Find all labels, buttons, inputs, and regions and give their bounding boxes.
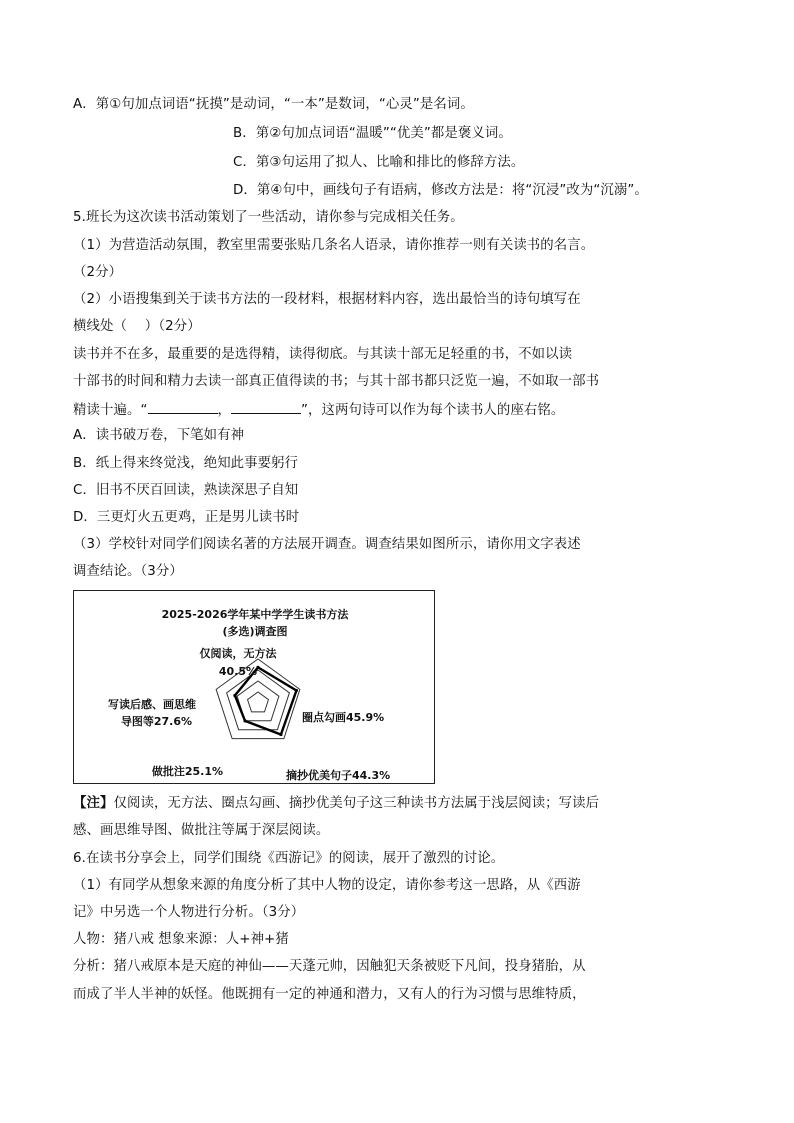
material-line: 读书并不在多，最重要的是选得精，读得彻底。与其读十部无足轻重的书，不如以读 [73,347,573,362]
choice-c: C．旧书不厌百回读，熟读深思子自知 [73,483,299,498]
material-line [73,400,564,420]
q5-sub1: （1）为营造活动氛围，教室里需要张贴几条名人语录，请你推荐一则有关读书的名言。 [73,238,595,253]
chart-title: 2025-2026学年某中学学生读书方法 [161,608,349,621]
option-c: C．第③句运用了拟人、比喻和排比的修辞方法。 [233,155,525,170]
option-b: B．第②句加点词语“温暖”“优美”都是褒义词。 [233,126,512,141]
q5-sub3: （3）学校针对同学们阅读名著的方法展开调查。调查结果如图所示，请你用文字表述 [73,537,581,552]
radar-point [233,694,236,697]
fill-blank[interactable] [231,400,301,414]
option-d: D．第④句中，画线句子有语病，修改方法是：将“沉浸”改为“沉溺”。 [233,183,648,198]
radar-point [243,719,246,722]
q5-sub2: （2）小语搜集到关于读书方法的一段材料，根据材料内容，选出最恰当的诗句填写在 [73,292,581,307]
q6-person: 人物：猪八戒 想象来源：人+神+猪 [73,932,289,947]
material-text: 精读十遍。“ [73,403,148,418]
q6-sub1: （1）有同学从想象来源的角度分析了其中人物的设定，请你参考这一思路，从《西游 [73,878,581,893]
label-circle-underline: 圈点勾画45.9% [302,711,385,724]
radar-grid-ring [248,692,269,712]
choice-b: B．纸上得来终觉浅，绝知此事要躬行 [73,456,299,471]
material-text: ， [217,403,231,418]
label-write-reflection: 写读后感、画思维 [108,698,196,711]
fill-blank[interactable] [148,400,218,414]
chart-subtitle: (多选)调查图 [222,625,288,638]
q5-sub2-blank: 横线处（ ）（2分） [73,319,201,334]
radar-point [295,689,298,692]
q5-stem: 5.班长为这次读书活动策划了一些活动，请你参与完成相关任务。 [73,210,464,225]
radar-chart [74,591,436,785]
note-line [73,795,599,813]
note-text: 仅阅读，无方法、圈点勾画、摘抄优美句子这三种读书方法属于浅层阅读；写读后 [113,796,600,811]
q6-analysis-cont: 而成了半人半神的妖怪。他既拥有一定的神通和潜力，又有人的行为习惯与思维特质， [73,987,586,1002]
label-write-reflection-value: 导图等27.6% [120,715,192,728]
radar-point [279,733,282,736]
q5-sub1-score: （2分） [73,265,123,280]
q6-sub1-cont: 记》中另选一个人物进行分析。（3分） [73,905,305,920]
choice-d: D．三更灯火五更鸡，正是男儿读书时 [73,510,300,525]
survey-chart [73,590,435,784]
label-excerpt: 摘抄优美句子44.3% [286,769,391,782]
choice-a: A．读书破万卷，下笔如有神 [73,428,245,443]
material-line: 十部书的时间和精力去读一部真正值得读的书；与其十部书都只泛览一遍，不如取一部书 [73,374,600,389]
q5-sub3-score: 调查结论。（3分） [73,564,183,579]
material-text: ”，这两句诗可以作为每个读书人的座右铭。 [301,403,565,418]
q6-stem: 6.在读书分享会上，同学们围绕《西游记》的阅读，展开了激烈的讨论。 [73,851,505,866]
note-line: 感、画思维导图、做批注等属于深层阅读。 [73,823,330,838]
note-tag: 【注】 [73,796,114,811]
q6-analysis: 分析：猪八戒原本是天庭的神仙——天蓬元帅，因触犯天条被贬下凡间，投身猪胎，从 [73,959,586,974]
label-no-method-value: 40.5% [218,665,258,678]
option-a: A．第①句加点词语“抚摸”是动词，“一本”是数词，“心灵”是名词。 [73,97,474,112]
label-no-method-name: 仅阅读，无方法 [199,647,277,660]
label-annotate: 做批注25.1% [151,765,223,778]
